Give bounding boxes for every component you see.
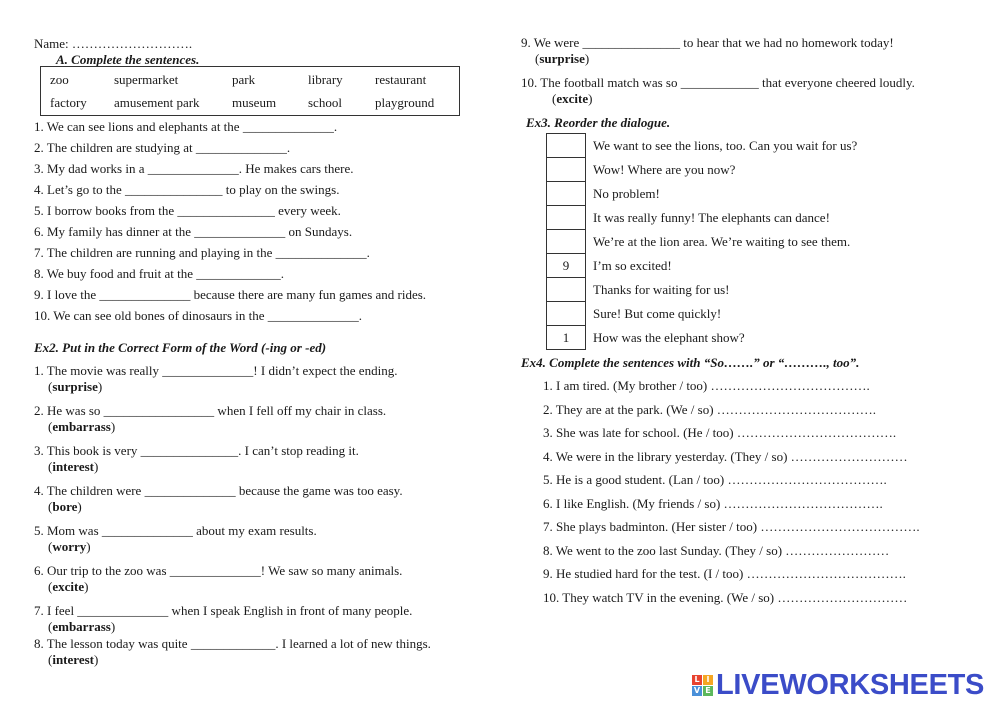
word-bank-item: library bbox=[308, 72, 343, 87]
ex2-sentence[interactable]: 7. I feel ______________ when I speak English in front of many people. bbox=[34, 603, 413, 618]
word-bank-item: factory bbox=[50, 95, 87, 110]
word-bank-item: museum bbox=[232, 95, 277, 110]
ex4-item[interactable]: 2. They are at the park. (We / so) ………………………………. bbox=[543, 402, 877, 417]
ex2-root-word: worry bbox=[52, 539, 87, 554]
ex4-item[interactable]: 4. We were in the library yesterday. (They / so) ……………………… bbox=[543, 449, 908, 464]
ex2-sentence[interactable]: 10. The football match was so ____________ that everyone cheered loudly. bbox=[521, 75, 915, 90]
order-grid bbox=[546, 133, 586, 350]
word-bank-item: park bbox=[232, 72, 256, 87]
dialogue-line: Thanks for waiting for us! bbox=[593, 282, 730, 297]
logo-text: LIVEWORKSHEETS bbox=[716, 669, 985, 701]
ex1-heading: A. Complete the sentences. bbox=[56, 52, 200, 67]
ex2-item[interactable]: 1. The movie was really ______________! I didn’t expect the ending. (surprise) bbox=[34, 363, 398, 394]
word-bank-item: zoo bbox=[50, 72, 69, 87]
ex2-item[interactable]: 8. The lesson today was quite _____________. I learned a lot of new things. (interest) bbox=[34, 636, 431, 667]
ex2-root-word: excite bbox=[556, 91, 589, 106]
dialogue-line: I’m so excited! bbox=[593, 258, 672, 273]
ex3-heading: Ex3. Reorder the dialogue. bbox=[526, 115, 671, 130]
ex2-sentence[interactable]: 8. The lesson today was quite _____________. I learned a lot of new things. bbox=[34, 636, 431, 651]
ex2-item[interactable]: 10. The football match was so ____________ that everyone cheered loudly. (excite) bbox=[521, 75, 915, 106]
order-box: 9 bbox=[546, 254, 586, 278]
name-line: Name: ………………………. bbox=[34, 36, 193, 51]
ex2-root-word: embarrass bbox=[52, 619, 111, 634]
word-bank bbox=[40, 66, 460, 116]
ex2-item[interactable]: 6. Our trip to the zoo was ______________! We saw so many animals. (excite) bbox=[34, 563, 403, 594]
ex1-sentence[interactable]: 9. I love the ______________ because there are many fun games and rides. bbox=[34, 287, 427, 302]
order-box[interactable] bbox=[546, 206, 586, 230]
ex1-sentence[interactable]: 7. The children are running and playing in the ______________. bbox=[34, 245, 370, 260]
ex1-sentence[interactable]: 10. We can see old bones of dinosaurs in the ______________. bbox=[34, 308, 362, 323]
dialogue-line: Sure! But come quickly! bbox=[593, 306, 722, 321]
ex4-item[interactable]: 3. She was late for school. (He / too) ………………………………. bbox=[543, 425, 897, 440]
ex4-item[interactable]: 6. I like English. (My friends / so) ………………………………. bbox=[543, 496, 883, 511]
dialogue-line: How was the elephant show? bbox=[593, 330, 745, 345]
ex2-root-word: excite bbox=[52, 579, 85, 594]
ex2-root-word: bore bbox=[52, 499, 78, 514]
ex2-item[interactable]: 5. Mom was ______________ about my exam results. (worry) bbox=[34, 523, 317, 554]
ex2-item[interactable]: 9. We were _______________ to hear that we had no homework today! (surprise) bbox=[521, 35, 894, 66]
ex4-item[interactable]: 1. I am tired. (My brother / too) ………………………………. bbox=[543, 378, 870, 393]
word-bank-item: school bbox=[308, 95, 342, 110]
ex2-root-word: surprise bbox=[52, 379, 98, 394]
logo-mark-cell: E bbox=[703, 686, 713, 696]
ex2-root-word: interest bbox=[52, 459, 94, 474]
dialogue-line: Wow! Where are you now? bbox=[593, 162, 736, 177]
ex2-item[interactable]: 4. The children were ______________ because the game was too easy. (bore) bbox=[34, 483, 403, 514]
order-box[interactable] bbox=[546, 230, 586, 254]
ex1-sentence[interactable]: 3. My dad works in a ______________. He makes cars there. bbox=[34, 161, 354, 176]
logo-mark-cell: L bbox=[692, 675, 702, 685]
liveworksheets-logo bbox=[692, 670, 984, 700]
logo-mark-icon bbox=[692, 675, 713, 696]
word-bank-item: supermarket bbox=[114, 72, 179, 87]
ex4-item[interactable]: 9. He studied hard for the test. (I / too) ………………………………. bbox=[543, 566, 906, 581]
ex2-sentence[interactable]: 1. The movie was really ______________! I didn’t expect the ending. bbox=[34, 363, 398, 378]
ex4-heading: Ex4. Complete the sentences with “So…….” or “………., too”. bbox=[521, 355, 860, 370]
ex1-sentence[interactable]: 1. We can see lions and elephants at the ______________. bbox=[34, 119, 338, 134]
word-bank-item: amusement park bbox=[114, 95, 200, 110]
ex1-sentence[interactable]: 6. My family has dinner at the ______________ on Sundays. bbox=[34, 224, 353, 239]
dialogue-line: It was really funny! The elephants can dance! bbox=[593, 210, 830, 225]
ex1-sentence[interactable]: 2. The children are studying at ______________. bbox=[34, 140, 291, 155]
order-box[interactable] bbox=[546, 134, 586, 158]
ex2-item[interactable]: 2. He was so _________________ when I fell off my chair in class. (embarrass) bbox=[34, 403, 387, 434]
dialogue-line: No problem! bbox=[593, 186, 660, 201]
word-bank-item: playground bbox=[375, 95, 435, 110]
ex2-item[interactable]: 3. This book is very _______________. I can’t stop reading it. (interest) bbox=[34, 443, 359, 474]
ex2-sentence[interactable]: 9. We were _______________ to hear that we had no homework today! bbox=[521, 35, 894, 50]
logo-mark-cell: I bbox=[703, 675, 713, 685]
ex2-root-word: interest bbox=[52, 652, 94, 667]
ex2-item[interactable]: 7. I feel ______________ when I speak English in front of many people. (embarrass) bbox=[34, 603, 413, 634]
ex2-sentence[interactable]: 5. Mom was ______________ about my exam results. bbox=[34, 523, 317, 538]
ex2-sentence[interactable]: 2. He was so _________________ when I fell off my chair in class. bbox=[34, 403, 387, 418]
ex2-heading: Ex2. Put in the Correct Form of the Word (-ing or -ed) bbox=[34, 340, 327, 355]
logo-mark-cell: V bbox=[693, 685, 701, 695]
ex1-sentence[interactable]: 4. Let’s go to the _______________ to play on the swings. bbox=[34, 182, 340, 197]
dialogue-line: We want to see the lions, too. Can you wait for us? bbox=[593, 138, 858, 153]
dialogue-line: We’re at the lion area. We’re waiting to see them. bbox=[593, 234, 851, 249]
ex1-sentence[interactable]: 5. I borrow books from the _______________ every week. bbox=[34, 203, 341, 218]
ex2-root-word: embarrass bbox=[52, 419, 111, 434]
order-box[interactable] bbox=[546, 278, 586, 302]
order-box[interactable] bbox=[546, 302, 586, 326]
ex4-item[interactable]: 10. They watch TV in the evening. (We / so) ………………………… bbox=[543, 590, 908, 605]
word-bank-item: restaurant bbox=[375, 72, 427, 87]
ex2-sentence[interactable]: 6. Our trip to the zoo was ______________! We saw so many animals. bbox=[34, 563, 403, 578]
ex2-root-word: surprise bbox=[539, 51, 585, 66]
ex2-sentence[interactable]: 3. This book is very _______________. I can’t stop reading it. bbox=[34, 443, 359, 458]
order-box[interactable] bbox=[546, 158, 586, 182]
ex1-sentence[interactable]: 8. We buy food and fruit at the _____________. bbox=[34, 266, 285, 281]
ex4-item[interactable]: 5. He is a good student. (Lan / too) ………………………………. bbox=[543, 472, 887, 487]
order-box: 1 bbox=[546, 326, 586, 350]
order-box[interactable] bbox=[546, 182, 586, 206]
ex4-item[interactable]: 8. We went to the zoo last Sunday. (They / so) …………………… bbox=[543, 543, 890, 558]
ex4-item[interactable]: 7. She plays badminton. (Her sister / too) ………………………………. bbox=[543, 519, 920, 534]
ex2-sentence[interactable]: 4. The children were ______________ because the game was too easy. bbox=[34, 483, 403, 498]
